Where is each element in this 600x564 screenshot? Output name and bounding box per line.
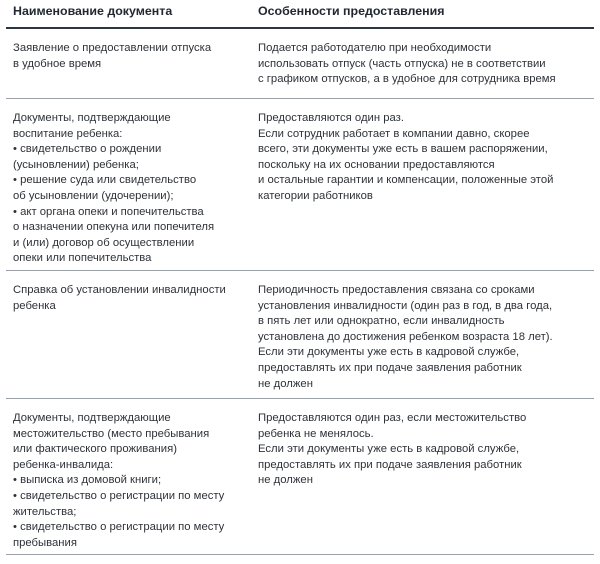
table-row xyxy=(6,399,594,555)
header-provision-details: Особенности предоставления xyxy=(258,4,445,18)
header-document-name: Наименование документа xyxy=(13,4,173,18)
row-3-details: Периодичность предоставления связана со сроками установления инвалидности (один раз в год, в два года, в пять лет или однократно, если инвалидность установлена до достижения ребенком возраста 18 лет). Если эти документы уже есть в кадровой службе, предоставлять их при подаче заявления работник не должен xyxy=(258,284,553,390)
table-row xyxy=(6,99,594,271)
documents-table xyxy=(6,0,594,555)
row-4-document: Документы, подтверждающие местожительство (место пребывания или фактического проживания) ребенка-инвалида: • выписка из домовой книги; • свидетельство о регистрации по месту жительства; • свидетельство о регистрации по месту пребывания xyxy=(13,412,225,549)
row-3-document: Справка об установлении инвалидности ребенка xyxy=(13,284,226,312)
row-2-details: Предоставляются один раз. Если сотрудник работает в компании давно, скорее всего, эти документы уже есть в вашем распоряжении, поскольку на их основании предоставляются и остальные гарантии и компенсации, положенные этой категории работников xyxy=(258,112,554,202)
row-2-document: Документы, подтверждающие воспитание ребенка: • свидетельство о рождении (усыновлении) ребенка; • решение суда или свидетельство об усыновлении (удочерении); • акт органа опеки и попечительства о назначении опекуна или попечителя и (или) договор об осуществлении опеки или попечительства xyxy=(13,112,215,265)
row-4-details: Предоставляются один раз, если местожительство ребенка не менялось. Если эти документы уже есть в кадровой службе, предоставлять их при подаче заявления работник не должен xyxy=(258,412,527,487)
row-1-document: Заявление о предоставлении отпуска в удобное время xyxy=(13,42,212,70)
table-header xyxy=(6,0,594,29)
table-row xyxy=(6,29,594,99)
row-1-details: Подается работодателю при необходимости использовать отпуск (часть отпуска) не в соответствии с графиком отпусков, а в удобное для сотрудника время xyxy=(258,42,556,86)
table-row xyxy=(6,271,594,399)
